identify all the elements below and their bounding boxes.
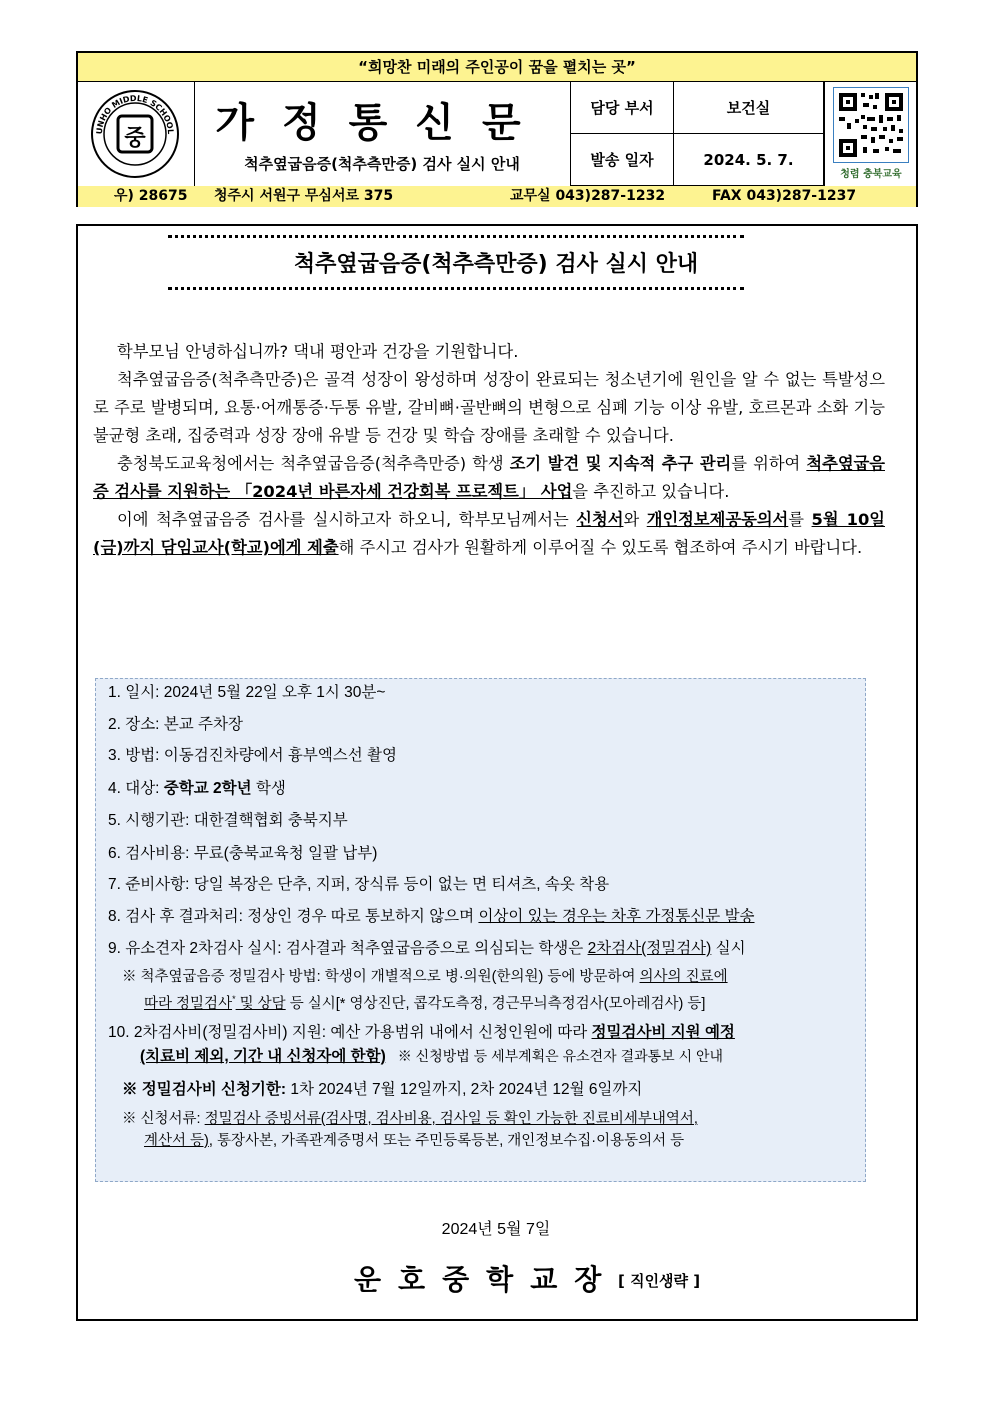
text-span: 4. 대상: [108, 780, 164, 797]
street-address: 청주시 서원구 무심서로 375 [214, 188, 394, 204]
emphasis-text: ※ 정밀검사비 신청기한: [122, 1081, 287, 1098]
school-logo-icon [90, 89, 180, 179]
emphasis-text: 조기 발견 및 지속적 추구 관리 [509, 454, 732, 473]
emphasis-text: 2차검사(정밀검사) [587, 940, 712, 957]
postal-code: 우) 28675 [114, 188, 188, 204]
text-span: 충청북도교육청에서는 척추옆굽음증(척추측만증) 학생 [117, 454, 510, 473]
list-item [108, 1020, 735, 1042]
small-note: ※ 신청방법 등 세부계획은 유소견자 결과통보 시 안내 [397, 1048, 724, 1064]
letter-date: 2024년 5월 7일 [441, 1221, 551, 1238]
intro-paragraph-2: 척추옆굽음증(척추측만증)은 골격 성장이 왕성하며 성장이 완료되는 청소년기에 원인을 알 수 없는 특발성으로 주로 발병되며, 요통·어깨통증·두통 유발, 갈비뼈·골반뼈의 변형으로 심폐 기능 이상 유발, 호르몬과 소화 기능 불균형 초래, 집중력과 성장 장애 유발 등 건강 및 학습 장애를 초래할 수 있습니다. [93, 370, 885, 445]
emphasis-text: 계산서 등) [144, 1133, 209, 1149]
qr-caption: 청렴 충북교육 [840, 169, 902, 180]
dept-label: 담당 부서 [571, 82, 674, 134]
emphasis-text: (치료비 제외, 기간 내 신청자에 한함) [140, 1048, 386, 1065]
qr-code-icon[interactable] [833, 87, 909, 163]
send-date-value: 2024. 5. 7. [674, 134, 824, 186]
note-item [122, 1077, 642, 1099]
emphasis-text: 정밀검사 증빙서류(검사명, 검사비용, 검사일 등 확인 가능한 진료비세부내역서, [204, 1111, 698, 1127]
text-span: 실시 [711, 940, 746, 957]
text-span: 을 추진하고 있습니다. [572, 482, 730, 501]
emphasis-text: 정밀검사비 지원 예정 [591, 1024, 735, 1041]
office-phone: 교무실 043)287-1232 [510, 188, 666, 204]
document-title: 척추옆굽음증(척추측만증) 검사 실시 안내 [293, 252, 699, 277]
text-span: , 통장사본, 가족관계증명서 또는 주민등록등본, 개인정보수집·이용동의서 등 [208, 1133, 685, 1149]
list-item: 1. 일시: 2024년 5월 22일 오후 1시 30분~ [108, 684, 386, 701]
title-divider-top [168, 235, 744, 238]
intro-greeting: 학부모님 안녕하십니까? 댁내 평안과 건강을 기원합니다. [117, 342, 519, 361]
emphasis-text: 척추옆굽음증 검사를 지원하는 「2024년 바른자세 건강회복 프로젝트」 사업 [93, 454, 885, 501]
text-span: 1차 2024년 7월 12일까지, 2차 2024년 12월 6일까지 [286, 1081, 643, 1098]
send-date-label: 발송 일자 [571, 134, 674, 186]
text-span: 학생 [251, 780, 286, 797]
text-span: 를 위하여 [731, 454, 807, 473]
emphasis-text: 따라 정밀검사 [144, 995, 233, 1012]
list-item: 7. 준비사항: 당일 복장은 단추, 지퍼, 장식류 등이 없는 면 티셔츠, 속옷 착용 [108, 876, 610, 893]
list-item [108, 904, 755, 926]
text-span: 9. 유소견자 2차검사 실시: 검사결과 척추옆굽음증으로 의심되는 학생은 [108, 940, 588, 957]
header-main-row [78, 81, 916, 187]
logo-center-text: 중 [124, 126, 146, 151]
note-item [122, 1108, 698, 1131]
emphasis-text: 이상이 있는 경우는 차후 가정통신문 발송 [478, 908, 755, 925]
title-divider-bottom [168, 287, 744, 290]
info-table [570, 81, 824, 186]
list-item: 6. 검사비용: 무료(충북교육청 일괄 납부) [108, 845, 378, 862]
letter-header [76, 51, 918, 207]
text-span: ※ 신청서류: [122, 1111, 205, 1127]
list-item [108, 776, 286, 798]
note-item-cont [144, 988, 705, 1016]
list-item [108, 936, 746, 958]
text-span: 해 주시고 검사가 원활하게 이루어질 수 있도록 협조하여 주시기 바랍니다. [338, 538, 863, 557]
page-title: 가정통신문 [215, 99, 549, 146]
emphasis-text: 및 상담 [235, 995, 286, 1012]
school-slogan: “희망찬 미래의 주인공이 꿈을 펼치는 곳” [78, 53, 916, 82]
list-item: 2. 장소: 본교 주차장 [108, 716, 243, 733]
fax-number: FAX 043)287-1237 [712, 188, 857, 204]
list-item-cont [140, 1044, 723, 1066]
emphasis-text: 신청서 [576, 510, 624, 529]
note-item-cont [144, 1130, 684, 1153]
page-subtitle: 척추옆굽음증(척추측만증) 검사 실시 안내 [244, 155, 520, 173]
intro-paragraph-3 [93, 450, 885, 506]
text-span: 10. 2차검사비(정밀검사비) 지원: 예산 가용범위 내에서 신청인원에 따라 [108, 1024, 592, 1041]
text-span: 8. 검사 후 결과처리: 정상인 경우 따로 통보하지 않으며 [108, 908, 479, 925]
seal-omitted-note: [ 직인생략 ] [618, 1272, 701, 1290]
text-span: 와 [623, 510, 647, 529]
intro-paragraph-4 [93, 506, 885, 562]
dept-value: 보건실 [674, 82, 824, 134]
text-span: 를 [788, 510, 812, 529]
text-span: ※ 척추옆굽음증 정밀검사 방법: 학생이 개별적으로 병·의원(한의원) 등에 방문하여 [122, 969, 640, 985]
emphasis-text: 의사의 진료에 [639, 969, 728, 985]
emphasis-text: 개인정보제공동의서 [646, 510, 789, 529]
logo-ring-text: UNHO MIDDLE SCHOOL [94, 93, 176, 135]
text-span: 등 실시[* 영상진단, 콥각도측정, 경근무늬측정검사(모아레검사) 등] [285, 995, 706, 1012]
footnote-mark: * [232, 994, 236, 1004]
qr-cell [824, 81, 917, 186]
logo-cell [78, 81, 195, 186]
deadline-text: 5월 10일(금)까지 담임교사(학교)에게 제출 [93, 510, 886, 557]
text-span: 이에 척추옆굽음증 검사를 실시하고자 하오니, 학부모님께서는 [117, 510, 577, 529]
emphasis-text: 중학교 2학년 [163, 780, 252, 797]
title-cell [194, 81, 571, 186]
note-item [122, 966, 728, 989]
address-bar [78, 186, 916, 207]
list-item: 3. 방법: 이동검진차량에서 흉부엑스선 촬영 [108, 747, 398, 764]
list-item: 5. 시행기관: 대한결핵협회 충북지부 [108, 812, 348, 829]
intro-text [93, 338, 885, 562]
principal-signature: 운호중학교장 [354, 1263, 619, 1296]
